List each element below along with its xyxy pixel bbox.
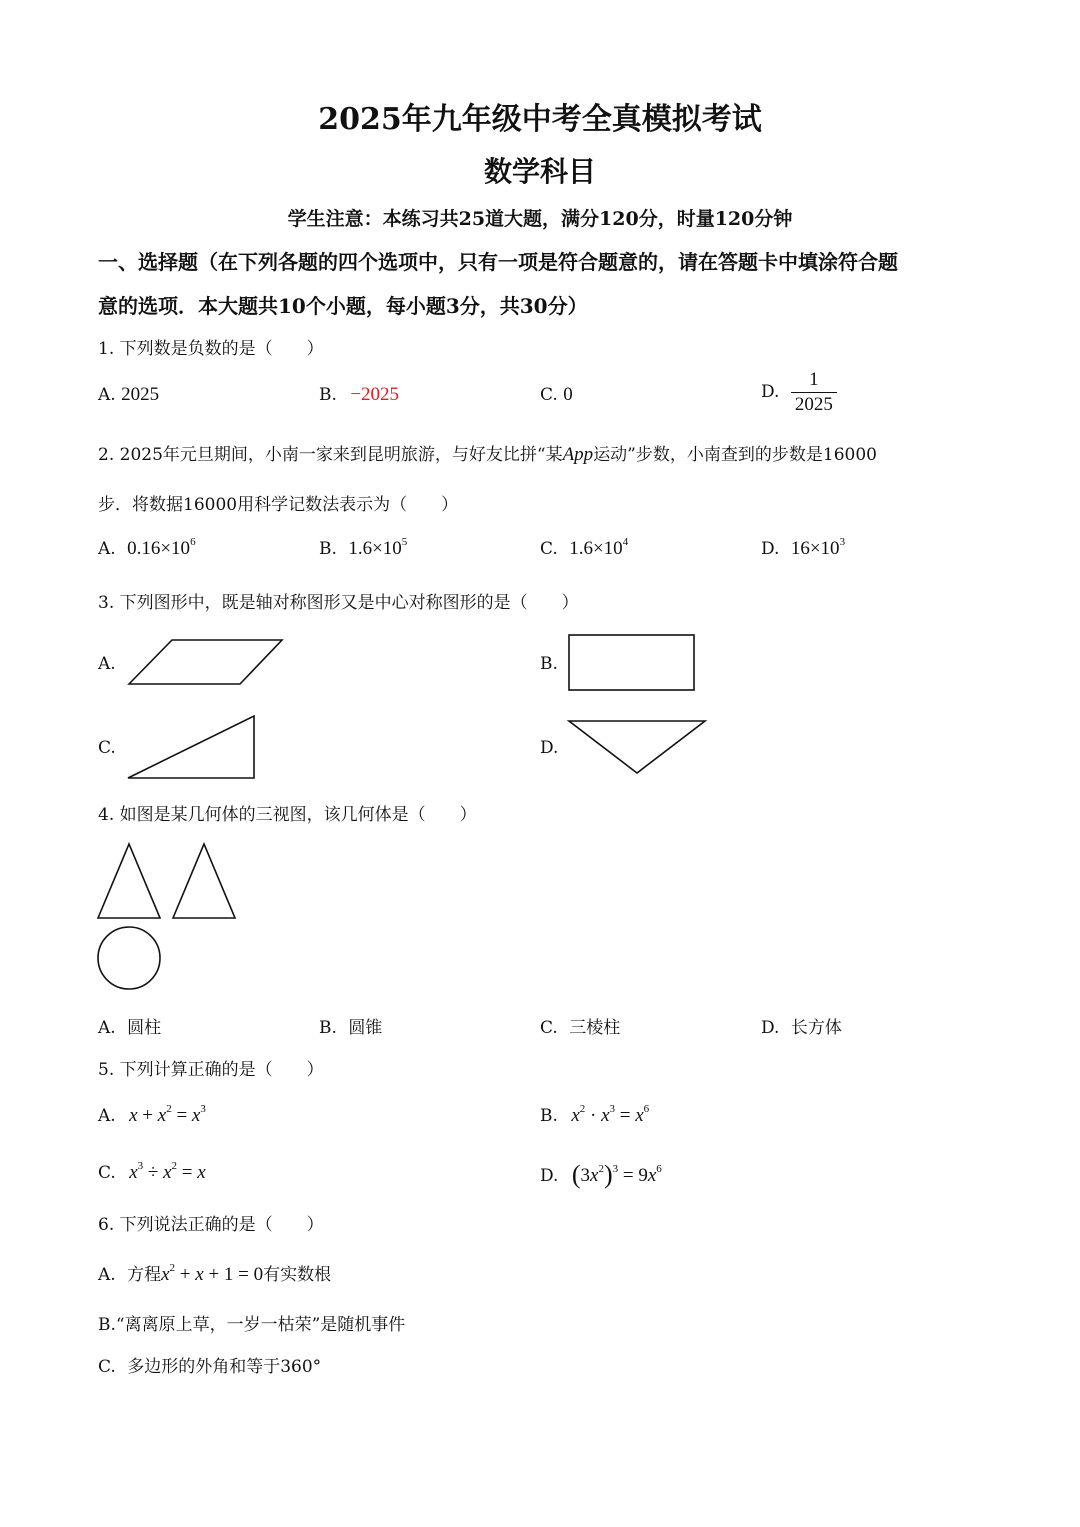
option-label: C. (540, 385, 558, 405)
q4-option-b (319, 1013, 382, 1038)
exam-title: 2025年九年级中考全真模拟考试 (318, 102, 762, 137)
section-heading-line1: 一、选择题（在下列各题的四个选项中，只有一项是符合题意的，请在答题卡中填涂符合题 (98, 250, 898, 274)
side-view-triangle (173, 844, 235, 918)
option-value: “离离原上草，一岁一枯荣”是随机事件 (115, 1315, 406, 1335)
option-value: −2025 (350, 384, 400, 405)
option-label: B. (319, 539, 337, 559)
option-label: C. (98, 1163, 116, 1183)
option-label: D. (761, 382, 780, 402)
option-value (348, 538, 407, 559)
fraction-denominator: 2025 (794, 394, 833, 415)
option-label: B. (98, 1315, 116, 1335)
q1-option-a (98, 384, 159, 406)
option-value: 2025 (121, 384, 160, 405)
rectangle-figure (567, 633, 697, 693)
option-value: 0 (563, 384, 573, 405)
equation: $(3x^2)^3 = 9x^6$ (571, 1160, 662, 1189)
q6-option-a (98, 1260, 331, 1286)
q1-stem: 1. 下列数是负数的是（ ） (98, 339, 324, 359)
option-label: A. (98, 1018, 116, 1038)
option-value: 圆柱 (127, 1018, 162, 1038)
q5-option-b (540, 1105, 649, 1127)
equation: $x^2 + x + 1 = 0$ (161, 1262, 264, 1285)
option-value (127, 538, 195, 559)
option-label: C. (98, 1357, 116, 1377)
option-label: B. (319, 1018, 337, 1038)
q3-option-d-label: D. (540, 738, 559, 758)
option-value (791, 538, 845, 559)
sci-base: 0.16×10 (127, 538, 191, 559)
option-label: B. (319, 385, 337, 405)
equation: $x + x^2 = x^3$ (129, 1103, 206, 1126)
sci-base: 1.6×10 (569, 538, 623, 559)
sci-base: 1.6×10 (348, 538, 402, 559)
q2-option-b (319, 538, 407, 560)
parallelogram-figure (126, 638, 286, 688)
student-notice: 学生注意：本练习共25道大题，满分120分，时量120分钟 (287, 208, 793, 230)
option-text-post: 有实数根 (263, 1265, 332, 1285)
sci-exponent: 6 (190, 536, 196, 548)
inverted-triangle-figure (567, 718, 709, 778)
option-label: C. (540, 539, 558, 559)
parallelogram-shape (129, 640, 282, 684)
equation: $x^2 \cdot x^3 = x^6$ (571, 1103, 650, 1126)
q2-stem-line1 (98, 440, 877, 466)
section-heading-line2: 意的选项．本大题共10个小题，每小题3分，共30分） (98, 294, 588, 318)
q2-stem-app: App (562, 444, 594, 465)
q2-stem-line2: 步．将数据16000用科学记数法表示为（ ） (98, 495, 459, 515)
q4-option-a (98, 1013, 161, 1038)
q4-option-d (761, 1013, 842, 1038)
fraction (791, 368, 837, 417)
q5-stem: 5. 下列计算正确的是（ ） (98, 1060, 324, 1080)
q1-option-d (761, 368, 837, 417)
q3-option-a-label: A. (98, 654, 116, 674)
subject-title: 数学科目 (483, 155, 596, 188)
inverted-triangle-shape (569, 721, 705, 773)
q3-stem: 3. 下列图形中，既是轴对称图形又是中心对称图形的是（ ） (98, 593, 579, 613)
sci-exponent: 4 (622, 536, 629, 548)
sci-exponent: 5 (401, 536, 408, 548)
option-label: D. (761, 1018, 780, 1038)
q2-option-a (98, 538, 196, 560)
three-view-figure (96, 842, 242, 992)
q3-option-b-label: B. (540, 654, 558, 674)
fraction-numerator: 1 (791, 368, 837, 393)
q2-stem-part2: 运动”步数，小南查到的步数是16000 (593, 445, 877, 465)
q5-option-c (98, 1162, 206, 1184)
option-text-pre: 方程 (127, 1265, 162, 1285)
sci-exponent: 3 (839, 536, 846, 548)
equation: $x^3 \div x^2 = x$ (129, 1160, 206, 1183)
q2-option-c (540, 538, 628, 560)
q1-option-c (540, 384, 573, 406)
q1-option-b (319, 384, 399, 406)
q3-option-c-label: C. (98, 738, 116, 758)
right-triangle-figure (126, 714, 258, 782)
option-value: 长方体 (790, 1018, 842, 1038)
q6-option-c (98, 1352, 321, 1377)
q5-option-d (540, 1160, 662, 1190)
option-label: C. (540, 1018, 558, 1038)
front-view-triangle (98, 844, 160, 918)
option-value: 多边形的外角和等于360° (127, 1357, 322, 1377)
option-label: D. (540, 1166, 559, 1186)
q4-option-c (540, 1013, 620, 1038)
option-label: A. (98, 1265, 116, 1285)
q6-option-b (98, 1310, 405, 1335)
q5-option-a (98, 1105, 206, 1127)
q2-stem-part1: 2. 2025年元旦期间，小南一家来到昆明旅游，与好友比拼“某 (98, 445, 563, 465)
option-label: B. (540, 1106, 558, 1126)
option-label: D. (761, 539, 780, 559)
option-label: A. (98, 1106, 116, 1126)
option-label: A. (98, 539, 116, 559)
option-value: 三棱柱 (569, 1018, 621, 1038)
q6-stem: 6. 下列说法正确的是（ ） (98, 1215, 324, 1235)
rectangle-shape (569, 635, 694, 690)
top-view-circle (98, 927, 160, 989)
right-triangle-shape (128, 716, 254, 778)
q4-stem: 4. 如图是某几何体的三视图，该几何体是（ ） (98, 805, 477, 825)
sci-base: 16×10 (790, 538, 840, 559)
q2-option-d (761, 538, 845, 560)
option-label: A. (98, 385, 116, 405)
option-value: 圆锥 (348, 1018, 383, 1038)
option-value (569, 538, 628, 559)
